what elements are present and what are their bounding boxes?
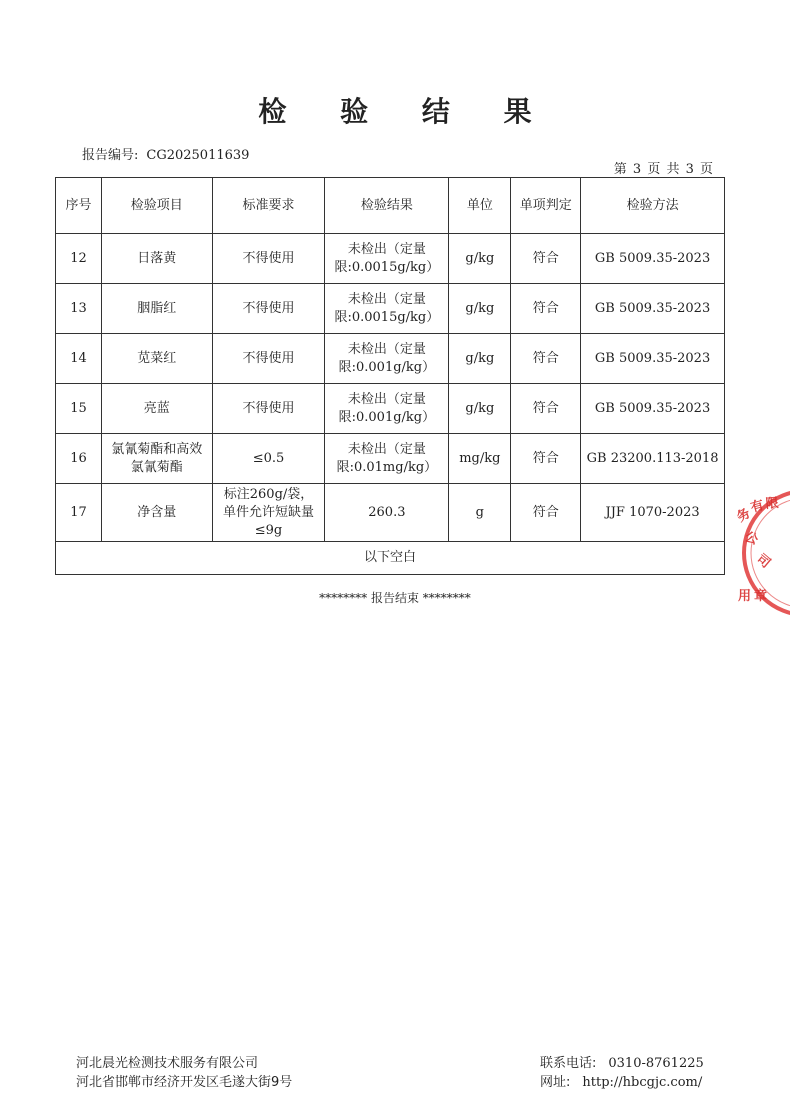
cell-result-line: 限:0.01mg/kg） [336,459,438,475]
header-no: 序号 [56,178,102,234]
svg-text:限: 限 [765,495,780,512]
cell-judgement: 符合 [511,484,581,542]
cell-method: GB 5009.35-2023 [581,334,725,384]
cell-item: 亮蓝 [101,384,212,434]
blank-note: 以下空白 [56,542,725,575]
report-end-note: ******** 报告结束 ******** [319,591,471,605]
svg-text:司: 司 [753,551,774,572]
footer-phone: 0310-8761225 [608,1056,704,1071]
table-row [56,384,725,434]
cell-requirement: 不得使用 [212,284,325,334]
cell-method: JJF 1070-2023 [581,484,725,542]
seal-icon [726,488,790,618]
svg-text:公: 公 [742,529,760,549]
cell-result-line: 限:0.0015g/kg） [334,309,440,325]
cell-result [325,434,449,484]
footer-company-block [76,1054,292,1092]
cell-result-line: 限:0.001g/kg） [338,409,436,425]
cell-no: 15 [56,384,102,434]
report-number [82,144,257,163]
svg-text:务: 务 [734,505,754,526]
footer-company-name: 河北晨光检测技术服务有限公司 [76,1056,259,1071]
footer-phone-label: 联系电话: [540,1056,597,1071]
cell-unit: g/kg [449,334,511,384]
cell-result [325,234,449,284]
table-header-row [56,178,725,234]
cell-unit: g/kg [449,384,511,434]
header-result: 检验结果 [325,178,449,234]
cell-requirement: 不得使用 [212,384,325,434]
cell-result [325,334,449,384]
company-seal-stamp [726,488,790,618]
cell-item-line: 氯氰菊酯 [130,459,183,475]
cell-result [325,284,449,334]
cell-no: 13 [56,284,102,334]
cell-item: 胭脂红 [101,284,212,334]
table-row [56,284,725,334]
footer-phone-line [540,1054,704,1073]
cell-no: 16 [56,434,102,484]
cell-result: 260.3 [325,484,449,542]
footer-contact-block [540,1054,704,1092]
page-title: 检 验 结 果 [258,95,554,128]
cell-no: 17 [56,484,102,542]
svg-text:用: 用 [738,589,752,604]
report-number-label: 报告编号: [82,148,139,163]
footer-website-label: 网址: [540,1075,571,1090]
results-table [55,177,725,575]
cell-result [325,384,449,434]
header-item: 检验项目 [101,178,212,234]
svg-text:章: 章 [754,589,768,604]
cell-no: 12 [56,234,102,284]
svg-text:有: 有 [749,498,766,516]
cell-no: 14 [56,334,102,384]
cell-method: GB 5009.35-2023 [581,284,725,334]
cell-method: GB 5009.35-2023 [581,234,725,284]
cell-judgement: 符合 [511,334,581,384]
cell-item: 苋菜红 [101,334,212,384]
table-blank-row [56,542,725,575]
cell-item: 净含量 [101,484,212,542]
cell-requirement: 不得使用 [212,334,325,384]
page-info: 第 3 页 共 3 页 [613,162,714,177]
cell-item: 日落黄 [101,234,212,284]
cell-unit: g [449,484,511,542]
footer-website-link[interactable]: http://hbcgjc.com/ [582,1075,703,1090]
footer-address: 河北省邯郸市经济开发区毛遂大街9号 [76,1075,293,1090]
header-judgement: 单项判定 [511,178,581,234]
table-row [56,334,725,384]
cell-unit: g/kg [449,284,511,334]
footer-website-line [540,1073,704,1092]
table-row [56,434,725,484]
cell-result-line: 限:0.0015g/kg） [334,259,440,275]
cell-unit: mg/kg [449,434,511,484]
cell-judgement: 符合 [511,284,581,334]
cell-result-line: 未检出（定量 [347,441,426,457]
cell-method: GB 5009.35-2023 [581,384,725,434]
table-row [56,484,725,542]
header-requirement: 标准要求 [212,178,325,234]
cell-unit: g/kg [449,234,511,284]
header-unit: 单位 [449,178,511,234]
cell-result-line: 未检出（定量 [347,241,426,257]
cell-result-line: 限:0.001g/kg） [338,359,436,375]
cell-item [101,434,212,484]
header-method: 检验方法 [581,178,725,234]
cell-judgement: 符合 [511,234,581,284]
cell-result-line: 未检出（定量 [347,391,426,407]
cell-method: GB 23200.113-2018 [581,434,725,484]
cell-result-line: 未检出（定量 [347,291,426,307]
cell-requirement: 不得使用 [212,234,325,284]
cell-requirement-line: ≤9g [254,522,283,538]
cell-requirement-line: 标注260g/袋， [223,486,314,502]
cell-judgement: 符合 [511,384,581,434]
report-number-value: CG2025011639 [146,148,250,163]
cell-requirement [212,484,325,542]
cell-item-line: 氯氰菊酯和高效 [111,441,203,457]
cell-requirement-line: 单件允许短缺量 [223,504,315,520]
table-row [56,234,725,284]
cell-judgement: 符合 [511,434,581,484]
cell-requirement: ≤0.5 [212,434,325,484]
cell-result-line: 未检出（定量 [347,341,426,357]
